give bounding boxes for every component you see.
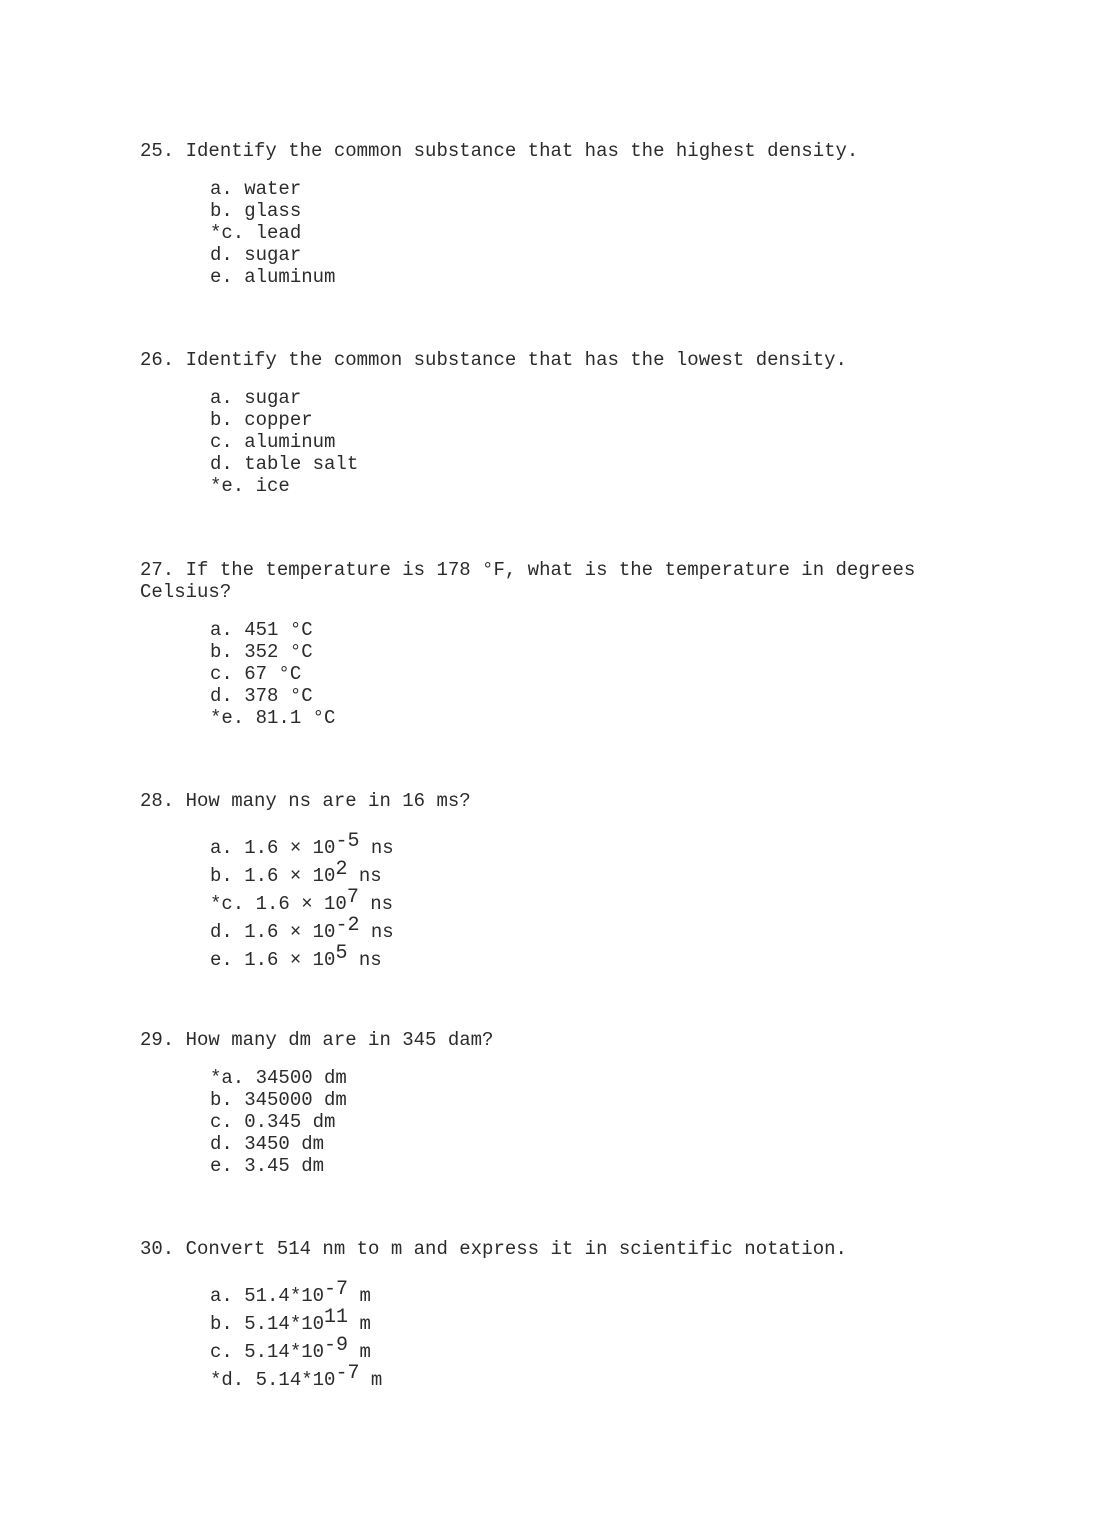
question-25 (140, 140, 960, 288)
question-29 (140, 1029, 960, 1177)
answer-option: e. aluminum (210, 266, 336, 288)
answer-option: b. $1.6 \times 10^2$ ns (210, 858, 382, 887)
answer-option-correct: *a. 34500 dm (210, 1067, 347, 1089)
answer-option: d. 378 °C (210, 685, 313, 707)
answer-options (210, 619, 960, 729)
answer-option: c. 0.345 dm (210, 1111, 336, 1133)
answer-option-correct: *e. 81.1 °C (210, 707, 336, 729)
answer-option: d. $1.6 \times 10^{-2}$ ns (210, 914, 394, 943)
question-28 (140, 790, 960, 974)
question-stem: 28. How many ns are in 16 ms? (140, 790, 471, 812)
question-stem: 25. Identify the common substance that has the highest density. (140, 140, 859, 162)
answer-option: e. 3.45 dm (210, 1155, 325, 1177)
answer-option: a. $1.6 \times 10^{-5}$ ns (210, 830, 394, 859)
answer-option: b. 345000 dm (210, 1089, 347, 1111)
answer-option: a. $51.4*10^{-7}$ m (210, 1278, 371, 1307)
question-stem: 26. Identify the common substance that has the lowest density. (140, 349, 847, 371)
answer-option: d. 3450 dm (210, 1133, 325, 1155)
answer-options (210, 387, 960, 497)
answer-option-correct: *e. ice (210, 475, 290, 497)
answer-option: b. glass (210, 200, 302, 222)
question-30 (140, 1238, 960, 1394)
answer-option: d. sugar (210, 244, 302, 266)
answer-option: a. water (210, 178, 302, 200)
answer-option-correct: *d. $5.14*10^{-7}$ m (210, 1362, 383, 1391)
question-stem: 30. Convert 514 nm to m and express it in scientific notation. (140, 1238, 847, 1260)
answer-option: d. table salt (210, 453, 359, 475)
answer-option: c. $5.14*10^{-9}$ m (210, 1334, 371, 1363)
answer-option: a. 451 °C (210, 619, 313, 641)
answer-options (210, 830, 960, 974)
answer-options (210, 178, 960, 288)
answer-option: e. $1.6 \times 10^5$ ns (210, 942, 382, 971)
answer-option-correct: *c. $1.6 \times 10^7$ ns (210, 886, 394, 915)
question-27 (140, 559, 960, 729)
answer-option-correct: *c. lead (210, 222, 302, 244)
answer-options (210, 1278, 960, 1394)
answer-option: c. 67 °C (210, 663, 302, 685)
answer-option: a. sugar (210, 387, 302, 409)
question-26 (140, 349, 960, 497)
answer-option: c. aluminum (210, 431, 336, 453)
question-stem: 29. How many dm are in 345 dam? (140, 1029, 494, 1051)
answer-option: b. $5.14*10^{11}$ m (210, 1306, 371, 1335)
answer-options (210, 1067, 960, 1177)
answer-option: b. 352 °C (210, 641, 313, 663)
question-stem: 27. If the temperature is 178 °F, what is the temperature in degrees Celsius? (140, 559, 927, 603)
answer-option: b. copper (210, 409, 313, 431)
